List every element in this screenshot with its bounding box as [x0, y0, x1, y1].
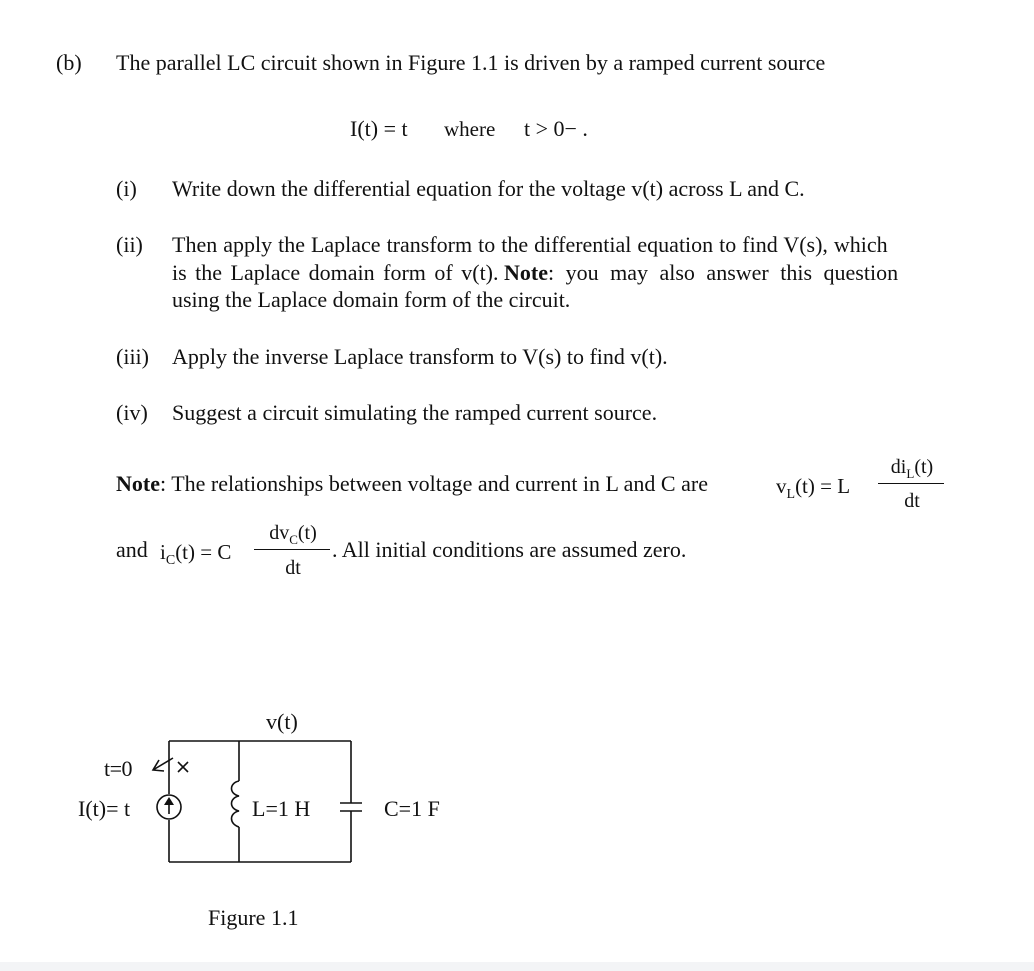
- inductor-coil: [232, 781, 240, 827]
- ic-sub: C: [165, 553, 176, 569]
- question-label-iv: (iv): [116, 400, 148, 425]
- note-text: : The relationships between voltage and current in L and C are: [159, 471, 708, 496]
- question-text-iv: Suggest a circuit simulating the ramped current source.: [172, 400, 658, 425]
- source-label: I(t)= t: [78, 796, 131, 821]
- vl-num-rest: (t): [914, 456, 934, 478]
- inductor-label: L=1 H: [252, 796, 311, 821]
- current-source-arrowhead: [164, 797, 174, 805]
- question-text-iii: Apply the inverse Laplace transform to V(s) to find v(t).: [172, 344, 668, 369]
- vl-v: v: [776, 474, 787, 498]
- ic-rest: (t) = C: [175, 540, 232, 564]
- switch-label: t=0: [104, 756, 133, 781]
- question-text-ii-note: Note: [504, 260, 548, 285]
- ic-denominator: dt: [285, 557, 301, 579]
- voltage-label: v(t): [266, 709, 298, 734]
- bottom-strip: [0, 962, 1034, 971]
- question-label-ii: (ii): [116, 232, 143, 257]
- vl-num-sub: L: [906, 466, 915, 481]
- note-tail: . All initial conditions are assumed zero.: [332, 537, 687, 562]
- ic-num-sub: C: [289, 532, 298, 547]
- capacitor-label: C=1 F: [384, 796, 440, 821]
- question-label-i: (i): [116, 176, 137, 201]
- ic-i: i: [160, 540, 166, 564]
- question-text-ii-line2-b: : you may also answer this question: [548, 260, 899, 285]
- ic-num-dv: dv: [269, 522, 290, 544]
- equation-lhs: I(t) = t: [350, 116, 408, 141]
- part-label: (b): [56, 50, 82, 75]
- vl-sub: L: [786, 487, 796, 503]
- note-bold: Note: [116, 471, 160, 496]
- question-text-i: Write down the differential equation for the voltage v(t) across L and C.: [172, 176, 805, 201]
- switch-arrow-icon: [153, 758, 173, 771]
- vl-num-di: di: [890, 456, 907, 478]
- ic-num-rest: (t): [297, 522, 317, 544]
- vl-rest: (t) = L: [795, 474, 851, 498]
- part-intro: The parallel LC circuit shown in Figure 1.1 is driven by a ramped current source: [116, 50, 826, 75]
- figure-caption: Figure 1.1: [208, 905, 299, 930]
- vl-denominator: dt: [904, 490, 920, 512]
- and-word: and: [116, 537, 148, 562]
- equation-condition: t > 0− .: [524, 116, 588, 141]
- question-text-ii-line2-a: is the Laplace domain form of v(t).: [172, 260, 499, 285]
- equation-where: where: [444, 117, 496, 141]
- question-label-iii: (iii): [116, 344, 149, 369]
- question-text-ii-line3: using the Laplace domain form of the circuit.: [172, 287, 571, 312]
- question-text-ii-line1: Then apply the Laplace transform to the differential equation to find V(s), which: [172, 232, 888, 257]
